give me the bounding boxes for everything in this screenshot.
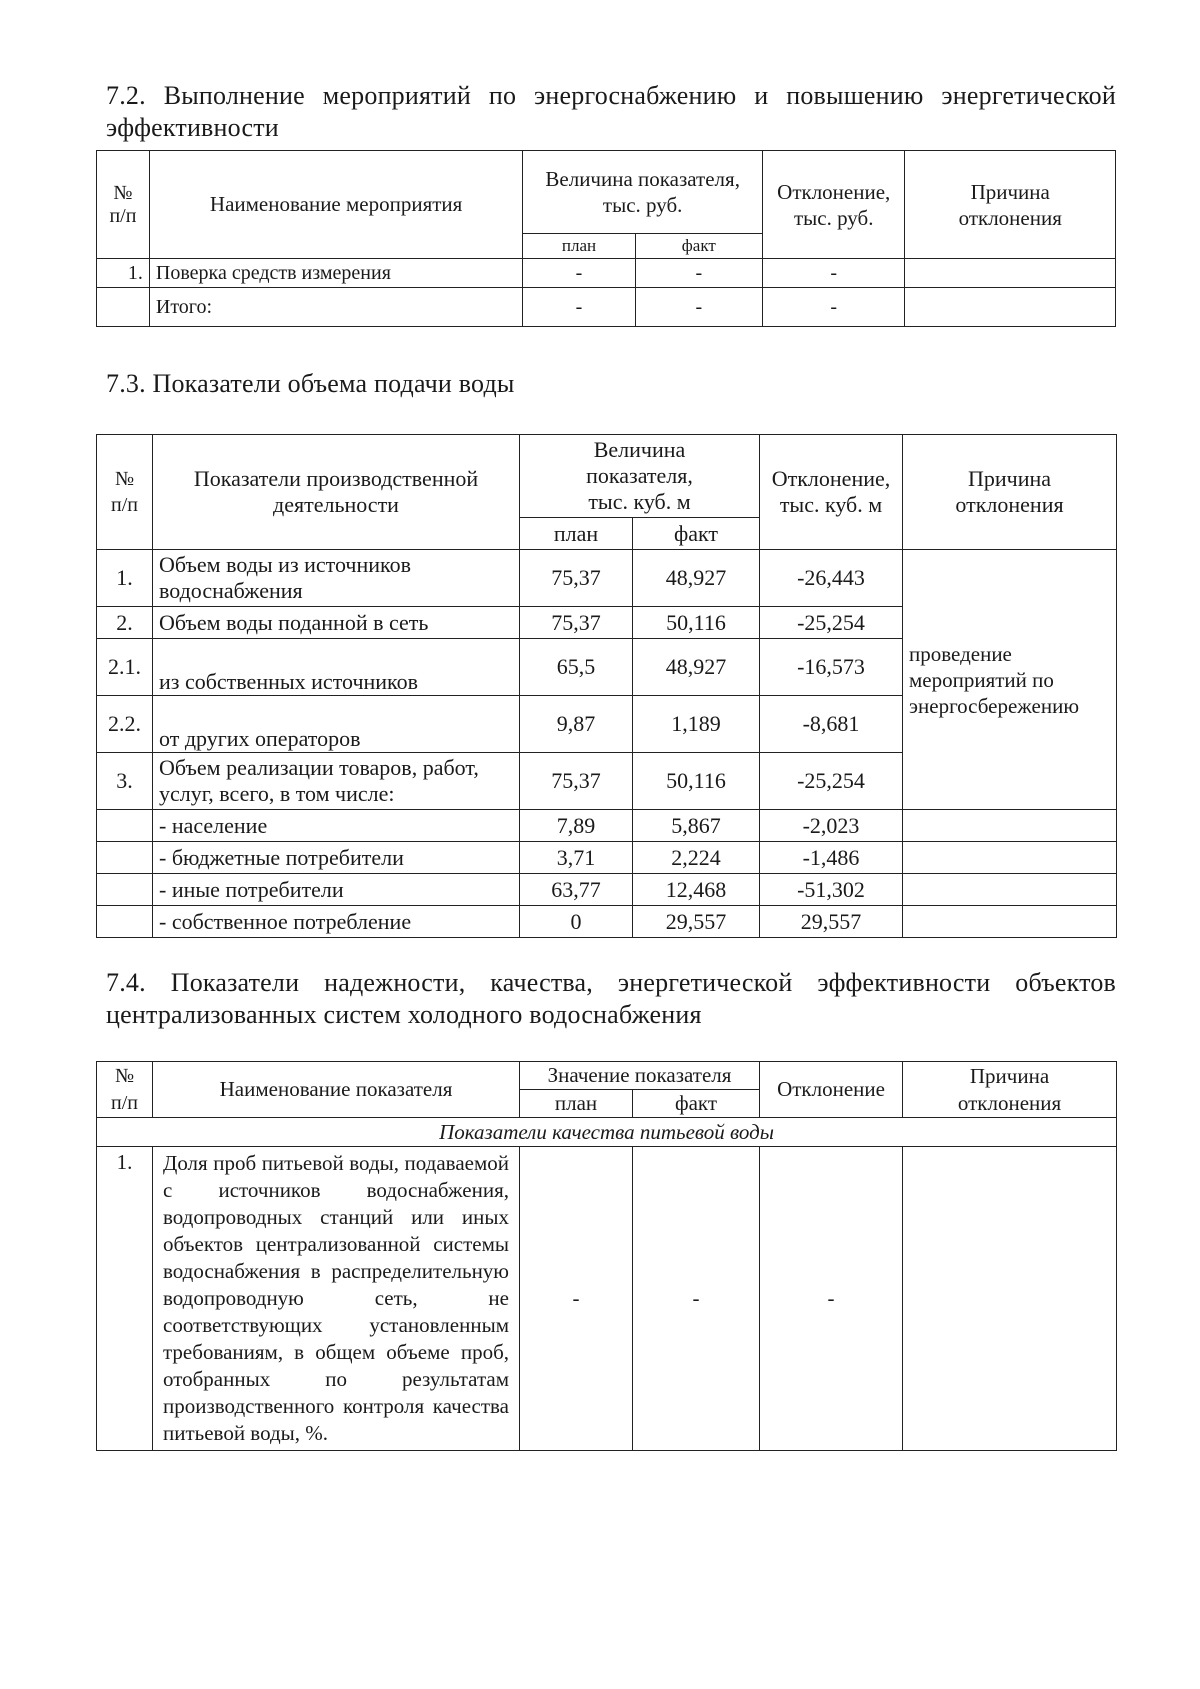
row-name: Объем воды из источников водоснабжения bbox=[153, 550, 520, 607]
table-row bbox=[97, 288, 1116, 327]
header-plan: план bbox=[520, 518, 633, 550]
row-num bbox=[97, 842, 153, 874]
header-deviation: Отклонение, тыс. куб. м bbox=[760, 435, 903, 550]
table-row bbox=[97, 842, 1117, 874]
row-num bbox=[97, 874, 153, 906]
row-fact: 5,867 bbox=[633, 810, 760, 842]
row-num: 2.1. bbox=[97, 639, 153, 696]
row-plan: 75,37 bbox=[520, 550, 633, 607]
row-name: от других операторов bbox=[153, 696, 520, 753]
row-plan: - bbox=[520, 1147, 633, 1451]
row-reason bbox=[905, 288, 1116, 327]
row-num bbox=[97, 288, 150, 327]
row-fact: - bbox=[635, 288, 762, 327]
row-name: - бюджетные потребители bbox=[153, 842, 520, 874]
row-num: 1. bbox=[97, 1147, 153, 1451]
row-name: - население bbox=[153, 810, 520, 842]
table-row bbox=[97, 259, 1116, 288]
row-name: Объем воды поданной в сеть bbox=[153, 607, 520, 639]
group-title: Показатели качества питьевой воды bbox=[97, 1118, 1117, 1147]
header-deviation: Отклонение bbox=[760, 1062, 903, 1118]
row-name: Итого: bbox=[149, 288, 522, 327]
row-num: 1. bbox=[97, 550, 153, 607]
section-7-4-title: 7.4. Показатели надежности, качества, энергетической эффективности объектов централизованных систем холодного водоснабжения bbox=[106, 968, 1116, 1029]
row-num: 2.2. bbox=[97, 696, 153, 753]
row-deviation: -16,573 bbox=[760, 639, 903, 696]
row-name: - собственное потребление bbox=[153, 906, 520, 938]
row-deviation: -25,254 bbox=[760, 607, 903, 639]
header-reason: Причина отклонения bbox=[905, 151, 1116, 259]
row-plan: 3,71 bbox=[520, 842, 633, 874]
header-value: Величина показателя, тыс. руб. bbox=[523, 151, 763, 234]
row-plan: 75,37 bbox=[520, 753, 633, 810]
row-fact: 50,116 bbox=[633, 753, 760, 810]
row-fact: - bbox=[635, 259, 762, 288]
row-deviation: - bbox=[762, 288, 904, 327]
row-deviation: -2,023 bbox=[760, 810, 903, 842]
row-num: 3. bbox=[97, 753, 153, 810]
merged-reason: проведение мероприятий по энергосбережению bbox=[903, 550, 1117, 810]
header-reason: Причина отклонения bbox=[903, 435, 1117, 550]
row-plan: 75,37 bbox=[520, 607, 633, 639]
header-fact: факт bbox=[635, 234, 762, 259]
row-reason bbox=[903, 906, 1117, 938]
row-fact: 48,927 bbox=[633, 639, 760, 696]
table-7-3 bbox=[96, 434, 1117, 938]
row-deviation: - bbox=[762, 259, 904, 288]
row-num bbox=[97, 810, 153, 842]
header-value: Величина показателя, тыс. куб. м bbox=[520, 435, 760, 518]
header-plan: план bbox=[520, 1090, 633, 1118]
section-7-3-title: 7.3. Показатели объема подачи воды bbox=[106, 369, 515, 398]
row-reason bbox=[903, 874, 1117, 906]
header-name: Показатели производственной деятельности bbox=[153, 435, 520, 550]
row-plan: 0 bbox=[520, 906, 633, 938]
row-reason bbox=[903, 1147, 1117, 1451]
header-num: № п/п bbox=[97, 1062, 153, 1118]
header-reason: Причина отклонения bbox=[903, 1062, 1117, 1118]
table-row bbox=[97, 810, 1117, 842]
table-7-2 bbox=[96, 150, 1116, 327]
row-fact: 1,189 bbox=[633, 696, 760, 753]
row-name: из собственных источников bbox=[153, 639, 520, 696]
row-deviation: -26,443 bbox=[760, 550, 903, 607]
table-row bbox=[97, 906, 1117, 938]
row-deviation: - bbox=[760, 1147, 903, 1451]
row-num: 2. bbox=[97, 607, 153, 639]
row-fact: 29,557 bbox=[633, 906, 760, 938]
header-deviation: Отклонение, тыс. руб. bbox=[762, 151, 904, 259]
row-deviation: -1,486 bbox=[760, 842, 903, 874]
row-num bbox=[97, 906, 153, 938]
section-7-2-title: 7.2. Выполнение мероприятий по энергоснабжению и повышению энергетической эффективности bbox=[106, 81, 1116, 142]
table-row bbox=[97, 874, 1117, 906]
header-fact: факт bbox=[633, 518, 760, 550]
table-7-4 bbox=[96, 1061, 1117, 1451]
row-plan: 63,77 bbox=[520, 874, 633, 906]
row-plan: - bbox=[523, 288, 635, 327]
header-fact: факт bbox=[633, 1090, 760, 1118]
row-deviation: -8,681 bbox=[760, 696, 903, 753]
row-name: Поверка средств измерения bbox=[149, 259, 522, 288]
row-deviation: 29,557 bbox=[760, 906, 903, 938]
row-reason bbox=[905, 259, 1116, 288]
row-plan: - bbox=[523, 259, 635, 288]
row-name: Доля проб питьевой воды, подаваемой с источников водоснабжения, водопроводных станций или иных объектов централизованной системы водоснабжения в распределительную водопроводную сеть, не соответствующих установленным требованиям, в общем объеме проб, отобранных по результатам производственного контроля качества питьевой воды, %. bbox=[153, 1147, 520, 1451]
row-fact: 50,116 bbox=[633, 607, 760, 639]
row-num: 1. bbox=[97, 259, 150, 288]
row-name: - иные потребители bbox=[153, 874, 520, 906]
row-fact: 12,468 bbox=[633, 874, 760, 906]
row-plan: 9,87 bbox=[520, 696, 633, 753]
row-reason bbox=[903, 810, 1117, 842]
row-name: Объем реализации товаров, работ, услуг, всего, в том числе: bbox=[153, 753, 520, 810]
table-row bbox=[97, 1147, 1117, 1451]
row-deviation: -25,254 bbox=[760, 753, 903, 810]
row-fact: - bbox=[633, 1147, 760, 1451]
row-deviation: -51,302 bbox=[760, 874, 903, 906]
row-plan: 7,89 bbox=[520, 810, 633, 842]
row-fact: 2,224 bbox=[633, 842, 760, 874]
row-plan: 65,5 bbox=[520, 639, 633, 696]
header-num: № п/п bbox=[97, 151, 150, 259]
row-fact: 48,927 bbox=[633, 550, 760, 607]
header-name: Наименование мероприятия bbox=[149, 151, 522, 259]
row-reason bbox=[903, 842, 1117, 874]
header-value: Значение показателя bbox=[520, 1062, 760, 1090]
header-name: Наименование показателя bbox=[153, 1062, 520, 1118]
header-num: № п/п bbox=[97, 435, 153, 550]
header-plan: план bbox=[523, 234, 635, 259]
table-row bbox=[97, 550, 1117, 607]
